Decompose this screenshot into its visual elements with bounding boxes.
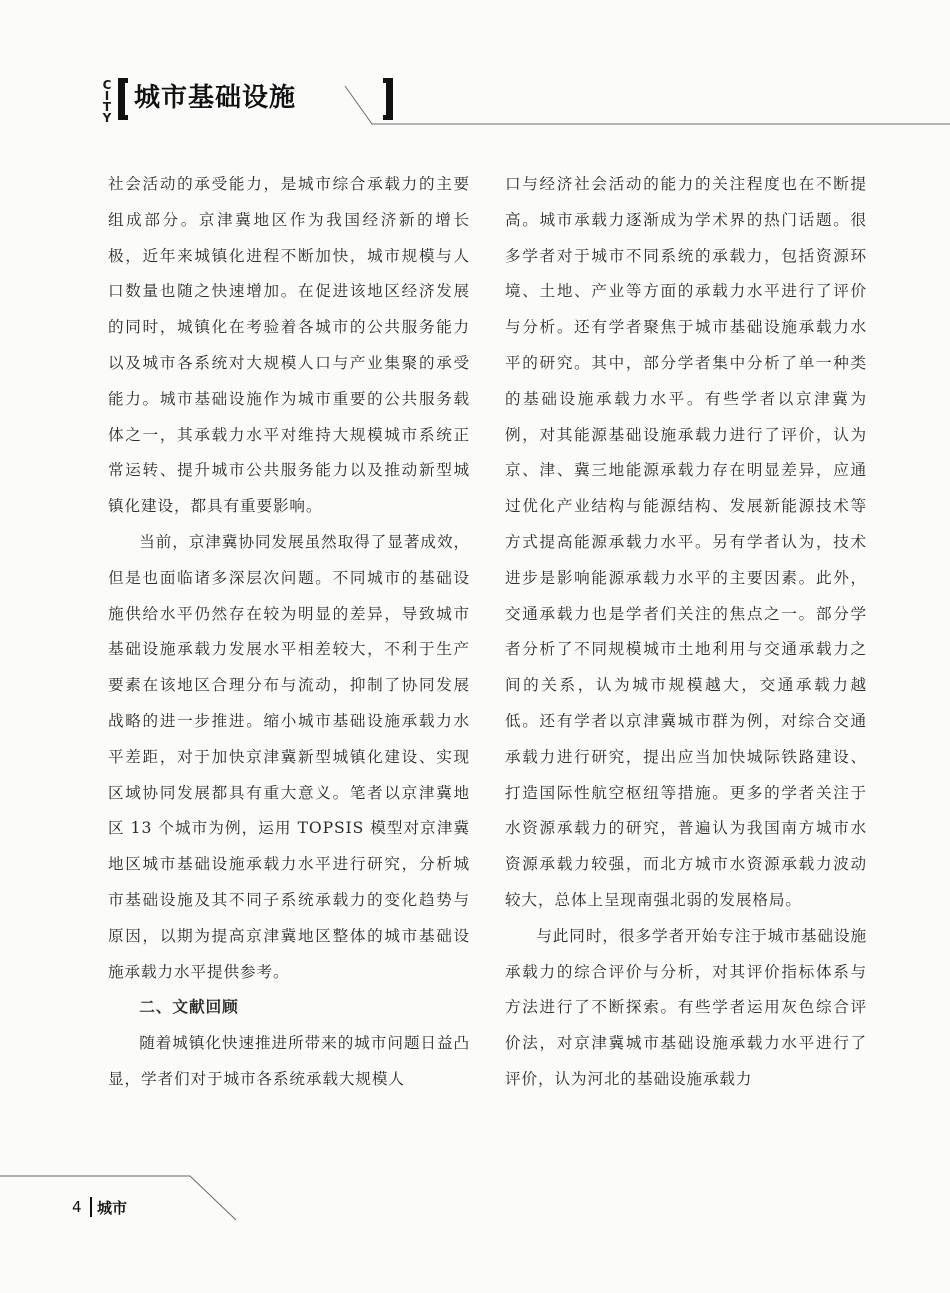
- city-letter: I: [104, 89, 110, 103]
- page-footer: [0, 1160, 300, 1240]
- city-letter: T: [102, 100, 112, 114]
- page-header: [100, 76, 950, 128]
- footer-rule-line: [0, 1160, 300, 1240]
- paragraph: 随着城镇化快速推进所带来的城市问题日益凸显，学者们对于城市各系统承载大规模人: [108, 1034, 470, 1088]
- city-letter: C: [102, 78, 112, 92]
- left-column: [108, 167, 470, 1098]
- right-column: [505, 167, 867, 1098]
- footer-separator: [90, 1197, 92, 1217]
- journal-title: 城市: [97, 1199, 128, 1217]
- paragraph: 与此同时，很多学者开始专注于城市基础设施承载力的综合评价与分析，对其评价指标体系与方法进行了不断探索。有些学者运用灰色综合评价法，对京津冀城市基础设施承载力水平进行了评价，认为河北的基础设施承载力: [505, 926, 867, 1088]
- section-title: 城市基础设施: [134, 83, 297, 113]
- paragraph: 社会活动的承受能力，是城市综合承载力的主要组成部分。京津冀地区作为我国经济新的增长极，近年来城镇化进程不断加快，城市规模与人口数量也随之快速增加。在促进该地区经济发展的同时，城镇化在考验着各城市的公共服务能力以及城市各系统对大规模人口与产业集聚的承受能力。城市基础设施作为城市重要的公共服务载体之一，其承载力水平对维持大规模城市系统正常运转、提升城市公共服务能力以及推动新型城镇化建设，都具有重要影响。: [108, 175, 470, 516]
- section-heading: 二、文献回顾: [139, 998, 239, 1017]
- city-letter: Y: [102, 111, 112, 125]
- header-rule-line: [100, 76, 950, 128]
- page-number: 4: [72, 1198, 82, 1216]
- paragraph: 口与经济社会活动的能力的关注程度也在不断提高。城市承载力逐渐成为学术界的热门话题。很多学者对于城市不同系统的承载力，包括资源环境、土地、产业等方面的承载力水平进行了评价与分析。还有学者聚焦于城市基础设施承载力水平的研究。其中，部分学者集中分析了单一种类的基础设施承载力水平。有些学者以京津冀为例，对其能源基础设施承载力进行了评价，认为京、津、冀三地能源承载力存在明显差异，应通过优化产业结构与能源结构、发展新能源技术等方式提高能源承载力水平。另有学者认为，技术进步是影响能源承载力水平的主要因素。此外，交通承载力也是学者们关注的焦点之一。部分学者分析了不同规模城市土地利用与交通承载力之间的关系，认为城市规模越大，交通承载力越低。还有学者以京津冀城市群为例，对综合交通承载力进行研究，提出应当加快城际铁路建设、打造国际性航空枢纽等措施。更多的学者关注于水资源承载力的研究，普遍认为我国南方城市水资源承载力较强，而北方城市水资源承载力波动较大，总体上呈现南强北弱的发展格局。: [505, 175, 867, 909]
- paragraph: 当前，京津冀协同发展虽然取得了显著成效，但是也面临诸多深层次问题。不同城市的基础设施供给水平仍然存在较为明显的差异，导致城市基础设施承载力发展水平相差较大，不利于生产要素在该地区合理分布与流动，抑制了协同发展战略的进一步推进。缩小城市基础设施承载力水平差距，对于加快京津冀新型城镇化建设、实现区域协同发展都具有重大意义。笔者以京津冀地区 13 个城市为例，运用 TOPSIS 模型对京津冀地区城市基础设施承载力水平进行研究，分析城市基础设施及其不同子系统承载力的变化趋势与原因，以期为提高京津冀地区整体的城市基础设施承载力水平提供参考。: [108, 532, 470, 981]
